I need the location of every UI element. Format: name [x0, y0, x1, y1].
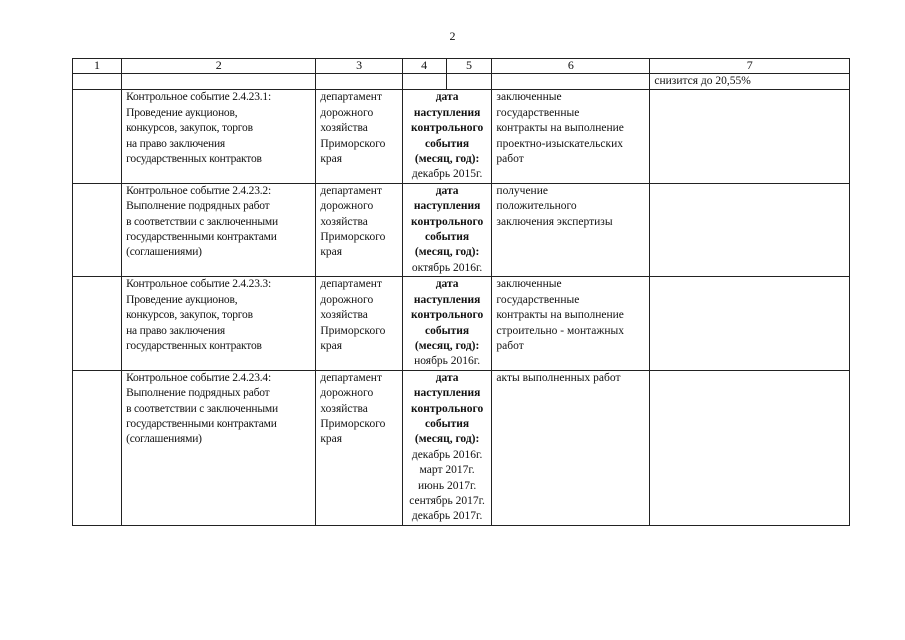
event-lines-line: в соответствии с заключенными [126, 402, 278, 415]
table-row [73, 183, 850, 276]
result-lines-line: получение [496, 184, 548, 197]
result-lines-line: государственные [496, 106, 580, 119]
result-lines-line: заключенные [496, 91, 562, 104]
date-cell [402, 183, 492, 276]
event-lines-line: на право заключения [126, 324, 226, 337]
date-value: декабрь 2015г. [411, 168, 483, 181]
result-lines-line: проектно-изыскательских [496, 137, 623, 150]
result-cell [492, 370, 650, 525]
date-label-line: (месяц, год): [414, 246, 480, 259]
result-lines-line: государственные [496, 293, 580, 306]
event-lines-line: Проведение аукционов, [126, 106, 238, 119]
responsible-lines-line: дорожного [320, 293, 374, 306]
date-value: июнь 2017г. [417, 479, 477, 492]
responsible-lines-line: дорожного [320, 106, 374, 119]
responsible-lines-line: департамент [320, 371, 382, 384]
date-label-line: (месяц, год): [414, 339, 480, 352]
event-lines-line: Контрольное событие 2.4.23.1: [126, 91, 271, 104]
date-label-line: контрольного [410, 402, 484, 415]
responsible-lines-line: хозяйства [320, 309, 368, 322]
table-header-row [73, 59, 850, 74]
event-lines-line: Контрольное событие 2.4.23.3: [126, 278, 271, 291]
date-label-line: события [425, 137, 470, 150]
event-lines-line: конкурсов, закупок, торгов [126, 309, 253, 322]
row-number-cell [73, 277, 122, 370]
result-lines-line: акты выполненных работ [496, 371, 621, 384]
row-number-cell [73, 90, 122, 183]
responsible-lines-line: департамент [320, 184, 382, 197]
result-cell [492, 90, 650, 183]
result-cell [492, 183, 650, 276]
responsible-lines-line: департамент [320, 278, 382, 291]
date-label-line: контрольного [410, 122, 484, 135]
control-events-table [72, 58, 850, 526]
event-cell [122, 90, 316, 183]
event-cell [122, 277, 316, 370]
date-cell [402, 90, 492, 183]
event-lines-line: Контрольное событие 2.4.23.4: [126, 371, 271, 384]
date-label-line: события [425, 231, 470, 244]
table-row [73, 277, 850, 370]
header-col-4: 4 [402, 59, 446, 74]
date-label-line: события [425, 417, 470, 430]
date-value: декабрь 2017г. [411, 510, 483, 523]
header-col-5: 5 [446, 59, 492, 74]
event-cell [122, 183, 316, 276]
date-label-line: контрольного [410, 215, 484, 228]
date-value: март 2017г. [419, 464, 475, 477]
date-label-line: дата [435, 184, 459, 197]
row-number-cell [73, 370, 122, 525]
responsible-lines-line: края [320, 433, 343, 446]
header-col-7: 7 [650, 59, 850, 74]
date-label-line: наступления [413, 387, 481, 400]
continuation-note: снизится до 20,55% [650, 74, 850, 90]
notes-cell [650, 370, 850, 525]
page-number: 2 [449, 29, 456, 43]
result-lines-line: заключенные [496, 278, 562, 291]
responsible-cell [316, 277, 402, 370]
event-lines-line: на право заключения [126, 137, 226, 150]
date-cell [402, 370, 492, 525]
header-col-2: 2 [122, 59, 316, 74]
date-label-line: контрольного [410, 309, 484, 322]
responsible-lines-line: Приморского [320, 231, 386, 244]
responsible-cell [316, 183, 402, 276]
result-cell [492, 277, 650, 370]
continuation-row [73, 74, 850, 90]
event-cell [122, 370, 316, 525]
responsible-cell [316, 90, 402, 183]
row-number-cell [73, 183, 122, 276]
date-value: октябрь 2016г. [411, 261, 483, 274]
result-lines-line: заключения экспертизы [496, 215, 613, 228]
header-col-3: 3 [316, 59, 402, 74]
responsible-lines-line: хозяйства [320, 122, 368, 135]
date-label-line: дата [435, 278, 459, 291]
responsible-lines-line: края [320, 339, 343, 352]
event-lines-line: государственными контрактами [126, 417, 277, 430]
event-lines-line: Выполнение подрядных работ [126, 387, 270, 400]
responsible-lines-line: хозяйства [320, 402, 368, 415]
result-lines-line: строительно - монтажных [496, 324, 624, 337]
date-label-line: наступления [413, 200, 481, 213]
responsible-lines-line: дорожного [320, 387, 374, 400]
event-lines-line: государственных контрактов [126, 339, 262, 352]
date-label-line: наступления [413, 293, 481, 306]
notes-cell [650, 183, 850, 276]
responsible-lines-line: Приморского [320, 417, 386, 430]
header-col-1: 1 [73, 59, 122, 74]
responsible-cell [316, 370, 402, 525]
responsible-lines-line: Приморского [320, 324, 386, 337]
event-lines-line: государственными контрактами [126, 231, 277, 244]
event-lines-line: (соглашениями) [126, 246, 202, 259]
result-lines-line: контракты на выполнение [496, 309, 624, 322]
date-value: ноябрь 2016г. [414, 355, 481, 368]
result-lines-line: положительного [496, 200, 577, 213]
result-lines-line: работ [496, 339, 524, 352]
event-lines-line: государственных контрактов [126, 153, 262, 166]
responsible-lines-line: хозяйства [320, 215, 368, 228]
date-value: сентябрь 2017г. [409, 494, 485, 507]
header-col-6: 6 [492, 59, 650, 74]
date-label-line: дата [435, 91, 459, 104]
event-lines-line: Проведение аукционов, [126, 293, 238, 306]
notes-cell [650, 277, 850, 370]
event-lines-line: Выполнение подрядных работ [126, 200, 270, 213]
date-label-line: (месяц, год): [414, 433, 480, 446]
result-lines-line: работ [496, 153, 524, 166]
responsible-lines-line: края [320, 246, 343, 259]
result-lines-line: контракты на выполнение [496, 122, 624, 135]
date-value: декабрь 2016г. [411, 448, 483, 461]
event-lines-line: Контрольное событие 2.4.23.2: [126, 184, 271, 197]
table-row [73, 370, 850, 525]
date-label-line: события [425, 324, 470, 337]
responsible-lines-line: края [320, 153, 343, 166]
responsible-lines-line: Приморского [320, 137, 386, 150]
event-lines-line: конкурсов, закупок, торгов [126, 122, 253, 135]
date-label-line: дата [435, 371, 459, 384]
date-cell [402, 277, 492, 370]
responsible-lines-line: департамент [320, 91, 382, 104]
event-lines-line: в соответствии с заключенными [126, 215, 278, 228]
notes-cell [650, 90, 850, 183]
event-lines-line: (соглашениями) [126, 433, 202, 446]
date-label-line: наступления [413, 106, 481, 119]
table-row [73, 90, 850, 183]
responsible-lines-line: дорожного [320, 200, 374, 213]
date-label-line: (месяц, год): [414, 153, 480, 166]
